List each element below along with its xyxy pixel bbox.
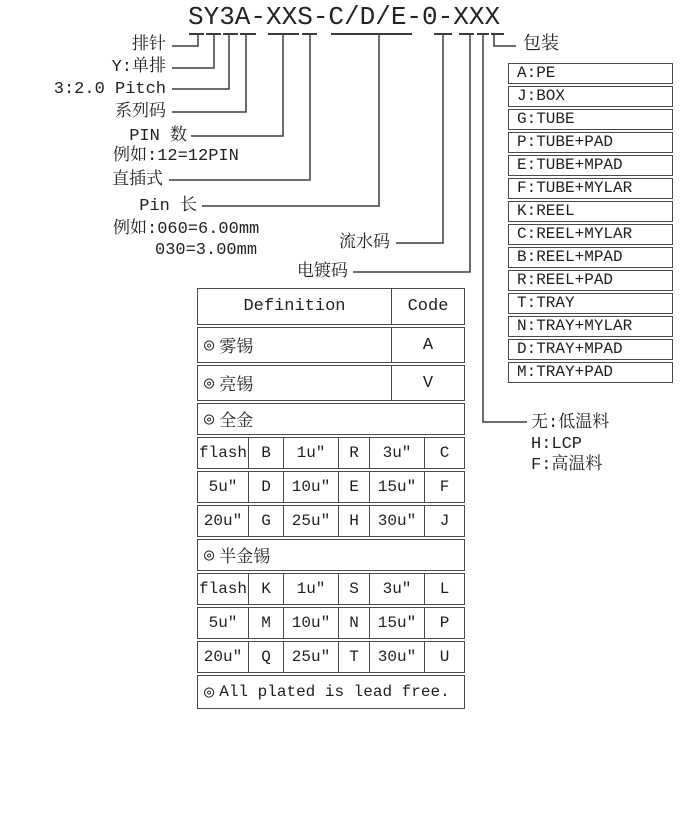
thickness: 25u″	[284, 642, 339, 672]
code: Q	[249, 642, 284, 672]
thickness: 25u″	[284, 506, 339, 536]
bullseye-icon: ◎	[204, 683, 215, 703]
thickness: 10u″	[284, 608, 339, 638]
matte-tin-label	[198, 328, 392, 362]
callout-pin-length: Pin 长	[139, 197, 197, 216]
table-row-bright-tin	[197, 365, 465, 401]
thickness: flash	[198, 574, 249, 604]
thickness: 15u″	[370, 472, 425, 502]
packaging-option: D:TRAY+MPAD	[508, 339, 673, 360]
callout-packaging: 包装	[523, 35, 559, 55]
packaging-option: K:REEL	[508, 201, 673, 222]
callout-pin-count: PIN 数	[129, 127, 187, 146]
plating-definition-table	[197, 288, 465, 711]
thickness: 3u″	[370, 438, 425, 468]
table-row-half-gold-3	[197, 641, 465, 673]
thickness: flash	[198, 438, 249, 468]
matte-tin-text: 雾锡	[219, 339, 254, 358]
full-gold-section-label	[198, 404, 464, 434]
bright-tin-code: V	[422, 373, 434, 393]
matte-tin-code: A	[422, 335, 434, 355]
table-header-row	[197, 288, 465, 325]
callout-pin-count-example: 例如:12=12PIN	[113, 147, 239, 166]
lead-free-text: All plated is lead free.	[219, 683, 450, 701]
bullseye-icon: ◎	[204, 546, 215, 566]
code: J	[439, 512, 450, 530]
callout-series-code: 系列码	[115, 103, 166, 122]
bright-tin-label	[198, 366, 392, 400]
callout-serial-code: 流水码	[339, 234, 390, 253]
thickness: 3u″	[370, 574, 425, 604]
thickness: 20u″	[198, 642, 249, 672]
packaging-option: F:TUBE+MYLAR	[508, 178, 673, 199]
code: S	[339, 574, 370, 604]
table-row-half-gold-2	[197, 607, 465, 639]
thickness: 5u″	[198, 608, 249, 638]
table-row-full-gold-2	[197, 471, 465, 503]
code: R	[339, 438, 370, 468]
code: U	[439, 648, 450, 666]
thickness: 30u″	[370, 642, 425, 672]
packaging-option: J:BOX	[508, 86, 673, 107]
packaging-option: P:TUBE+PAD	[508, 132, 673, 153]
code: C	[439, 444, 450, 462]
callout-pin-header: 排针	[132, 36, 166, 55]
packaging-options-list	[508, 63, 673, 385]
thickness: 30u″	[370, 506, 425, 536]
thickness: 20u″	[198, 506, 249, 536]
bright-tin-text: 亮锡	[219, 377, 254, 396]
callout-pitch: 3:2.0 Pitch	[53, 80, 166, 99]
packaging-option: B:REEL+MPAD	[508, 247, 673, 268]
callout-pin-length-example-2: 030=3.00mm	[155, 241, 258, 260]
half-gold-section-label	[198, 540, 464, 570]
thickness: 5u″	[198, 472, 249, 502]
part-number-title: SY3A-XXS-C/D/E-0-XXX	[188, 2, 501, 32]
thickness: 1u″	[284, 574, 339, 604]
callout-dip-type: 直插式	[112, 171, 163, 190]
table-row-full-gold-3	[197, 505, 465, 537]
half-gold-text: 半金锡	[219, 549, 271, 568]
code: G	[249, 506, 284, 536]
code: D	[249, 472, 284, 502]
table-row-matte-tin	[197, 327, 465, 363]
table-row-half-gold-section	[197, 539, 465, 571]
table-row-full-gold-section	[197, 403, 465, 435]
bullseye-icon: ◎	[204, 374, 215, 394]
code: P	[439, 614, 450, 632]
table-footer-row	[197, 675, 465, 709]
full-gold-text: 全金	[219, 413, 254, 432]
thickness: 10u″	[284, 472, 339, 502]
code: H	[339, 506, 370, 536]
code: M	[249, 608, 284, 638]
packaging-option: C:REEL+MYLAR	[508, 224, 673, 245]
definition-header: Definition	[198, 289, 392, 324]
packaging-option: N:TRAY+MYLAR	[508, 316, 673, 337]
code: K	[249, 574, 284, 604]
table-row-full-gold-1	[197, 437, 465, 469]
callout-pin-length-example-1: 例如:060=6.00mm	[113, 220, 260, 239]
code: F	[439, 478, 450, 496]
lead-free-note	[198, 676, 464, 708]
thickness: 15u″	[370, 608, 425, 638]
code-header: Code	[407, 297, 449, 316]
packaging-option: E:TUBE+MPAD	[508, 155, 673, 176]
packaging-option: M:TRAY+PAD	[508, 362, 673, 383]
packaging-option: T:TRAY	[508, 293, 673, 314]
material-option: F:高温料	[531, 456, 603, 475]
packaging-option: A:PE	[508, 63, 673, 84]
material-option: H:LCP	[531, 435, 583, 454]
code: L	[439, 580, 450, 598]
bullseye-icon: ◎	[204, 410, 215, 430]
code: E	[339, 472, 370, 502]
material-options-list	[531, 413, 609, 476]
code: T	[339, 642, 370, 672]
callout-single-row: Y:单排	[111, 58, 166, 77]
table-row-half-gold-1	[197, 573, 465, 605]
thickness: 1u″	[284, 438, 339, 468]
code: N	[339, 608, 370, 638]
material-option: 无:低温料	[531, 414, 610, 433]
callout-plating-code: 电镀码	[297, 263, 348, 282]
bullseye-icon: ◎	[204, 336, 215, 356]
packaging-option: G:TUBE	[508, 109, 673, 130]
code: B	[249, 438, 284, 468]
packaging-option: R:REEL+PAD	[508, 270, 673, 291]
